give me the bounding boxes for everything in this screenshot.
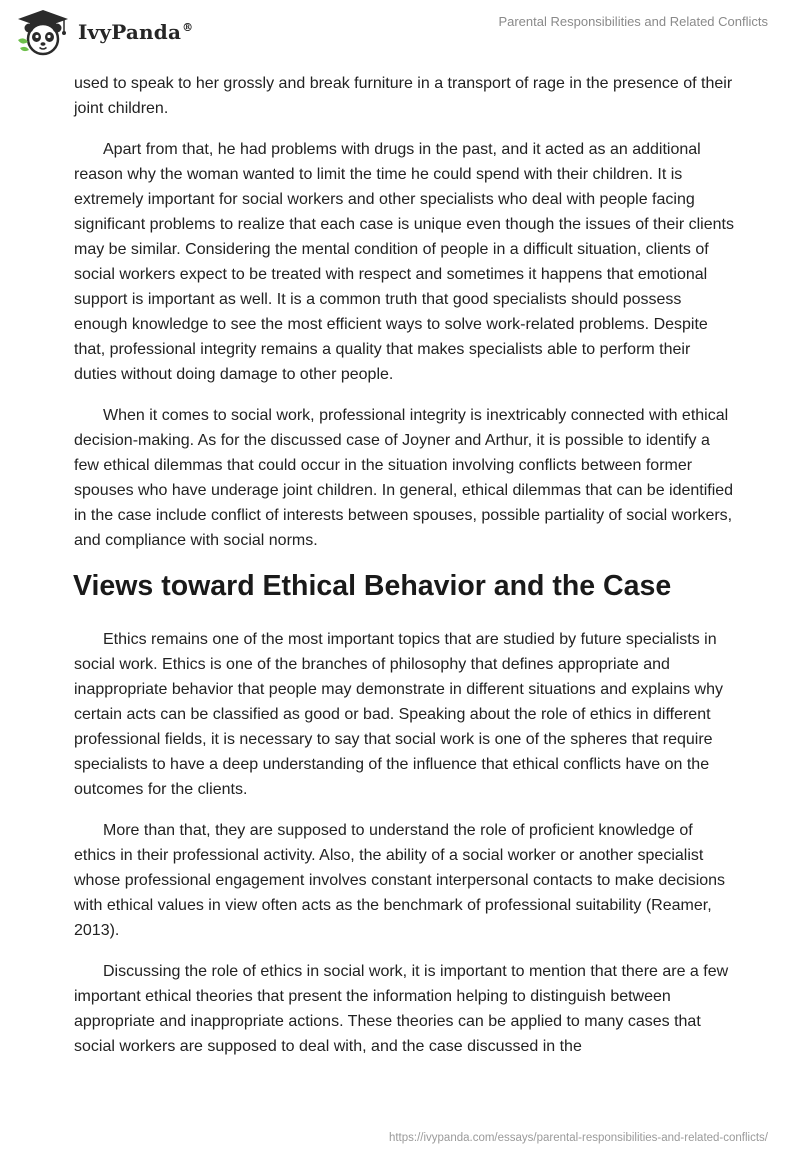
paragraph-continued: used to speak to her grossly and break furniture in a transport of rage in the presence of their joint children. xyxy=(74,75,733,117)
logo[interactable] xyxy=(14,6,193,58)
paragraph: Ethics remains one of the most important topics that are studied by future specialists in social work. Ethics is one of the branches of philosophy that defines appropriate and inappropriate behavior that people may demonstrate in different situations and explains why certain acts can be classified as good or bad. Speaking about the role of ethics in different professional fields, it is necessary to say that social work is one of the spheres that require specialists to have a deep understanding of the influence that ethical conflicts have on the outcomes for the clients. xyxy=(74,631,723,798)
footer-url[interactable]: https://ivypanda.com/essays/parental-responsibilities-and-related-conflicts/ xyxy=(388,1132,768,1144)
paragraph: When it comes to social work, professional integrity is inextricably connected with ethical decision-making. As for the discussed case of Joyner and Arthur, it is possible to identify a few ethical dilemmas that could occur in the situation involving conflicts between former spouses who have underage joint children. In general, ethical dilemmas that can be identified in the case include conflict of interests between spouses, possible partiality of social workers, and compliance with social norms. xyxy=(74,407,734,549)
section-heading: Views toward Ethical Behavior and the Case xyxy=(73,570,672,602)
panda-graduate-icon xyxy=(14,6,72,58)
paragraph: More than that, they are supposed to understand the role of proficient knowledge of ethics in their professional activity. Also, the ability of a social worker or another specialist whose professional engagement involves constant interpersonal contacts to make decisions with ethical values in view often acts as the benchmark of professional suitability (Reamer, 2013). xyxy=(74,822,726,939)
logo-text: IvyPanda® xyxy=(78,20,194,44)
essay-content xyxy=(74,71,734,1075)
paragraph: Discussing the role of ethics in social work, it is important to mention that there are a few important ethical theories that present the information helping to distinguish between appropriate and inappropriate actions. These theories can be applied to many cases that social workers are supposed to deal with, and the case discussed in the xyxy=(74,963,729,1055)
document-title: Parental Responsibilities and Related Conflicts xyxy=(498,14,768,29)
page-header xyxy=(0,0,800,70)
paragraph: Apart from that, he had problems with drugs in the past, and it acted as an additional reason why the woman wanted to limit the time he could spend with their children. It is extremely important for social workers and other specialists who deal with people facing significant problems to realize that each case is unique even though the issues of their clients may be similar. Considering the mental condition of people in a difficult situation, clients of social workers expect to be treated with respect and sometimes it happens that emotional support is important as well. It is a common truth that good specialists should possess enough knowledge to see the most efficient ways to solve work-related problems. Despite that, professional integrity remains a quality that makes specialists able to perform their duties without doing damage to other people. xyxy=(74,141,734,383)
